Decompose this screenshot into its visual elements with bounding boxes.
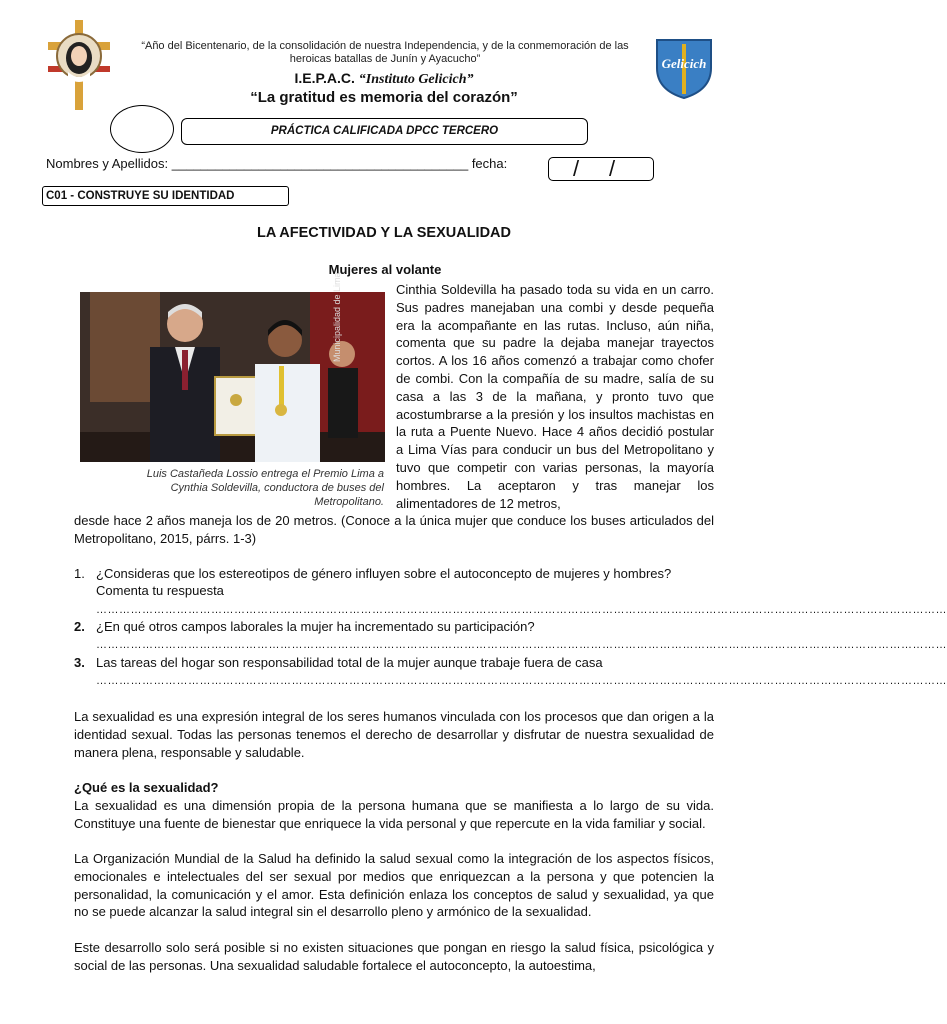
bicentennial-header: “Año del Bicentenario, de la consolidación de nuestra Independencia, y de la conmemoración de las heroicas batallas de Junín y Ayacucho” bbox=[141, 40, 629, 65]
names-row bbox=[46, 156, 507, 171]
question-number: 1. bbox=[74, 566, 85, 581]
grade-oval[interactable] bbox=[110, 105, 174, 153]
competency-box: C01 - CONSTRUYE SU IDENTIDAD bbox=[42, 186, 289, 206]
award-photo bbox=[80, 272, 385, 462]
paragraph-2: La Organización Mundial de la Salud ha definido la salud sexual como la integración de los aspectos físicos, emocionales e intelectuales del ser sexual por medios que enriquezcan a la persona y que potencien la personalidad, la comunicación y el amor. Esta definición enlaza los conceptos de salud y sexualidad, ya que no se puede alcanzar la salud integral sin el desarrollo pleno y armónico de la sexualidad. bbox=[74, 851, 714, 920]
institution-full-name: “Instituto Gelicich” bbox=[358, 72, 474, 87]
question-1 bbox=[74, 565, 947, 616]
gelicich-shield-logo bbox=[655, 38, 713, 100]
institution-short: I.E.P.A.C. bbox=[294, 70, 355, 86]
date-label: fecha: bbox=[471, 156, 508, 171]
article-title: LA AFECTIVIDAD Y LA SEXUALIDAD bbox=[256, 225, 512, 241]
date-separator: / bbox=[573, 156, 580, 181]
question-text: ¿En qué otros campos laborales la mujer ha incrementado su participación? bbox=[96, 619, 535, 634]
article-continuation: desde hace 2 años maneja los de 20 metros. (Conoce a la única mujer que conduce los buses articulados del Metropolitano, 2015, párrs. 1-3) bbox=[74, 513, 714, 546]
photo-credit: Municipalidad de Lima bbox=[332, 272, 342, 362]
question-text: ¿Consideras que los estereotipos de género influyen sobre el autoconcepto de mujeres y hombres? Comenta tu respuesta bbox=[96, 566, 672, 598]
question-2 bbox=[74, 618, 947, 654]
date-field[interactable] bbox=[548, 157, 654, 181]
paragraph-1: La sexualidad es una dimensión propia de la persona humana que se manifiesta a lo largo de su vida. Constituye una fuente de bienestar que enriquece la vida personal y que repercute en la vida familiar y social. bbox=[74, 798, 714, 831]
question-number: 3. bbox=[74, 655, 85, 670]
question-number: 2. bbox=[74, 619, 85, 634]
practice-title-box: PRÁCTICA CALIFICADA DPCC TERCERO bbox=[181, 118, 588, 145]
answer-line[interactable]: …………………………………………………………………………………………………………………………………………………………………………………………………… bbox=[96, 675, 947, 687]
date-separator: / bbox=[609, 156, 616, 181]
names-label: Nombres y Apellidos: bbox=[46, 156, 169, 171]
article-column-text: Cinthia Soldevilla ha pasado toda su vida en un carro. Sus padres manejaban una combi y desde pequeña era la acompañante en las rutas. Incluso, aún niña, comenta que su padre la dejaba manejar trayectos cortos. A los 16 años comenzó a trabajar como chofer de combi. Con la compañía de su madre, salía de su casa a las 3 de la mañana, y pronto tuvo que acostumbrarse a la presión y los insultos machistas en la ruta a Puente Nuevo. Hace 4 años decidió postular a Lima Vías para conducir un bus del Metropolitano y tuvo que competir con varias personas, la mayoría hombres. La aceptaron y tras manejar los alimentadores de 12 metros, bbox=[396, 282, 714, 511]
answer-line[interactable]: …………………………………………………………………………………………………………………………………………………………………………………………………… bbox=[96, 639, 947, 651]
photo-caption: Luis Castañeda Lossio entrega el Premio Lima a Cynthia Soldevilla, conductora de buses del Metropolitano. bbox=[146, 468, 384, 508]
question-text: Las tareas del hogar son responsabilidad total de la mujer aunque trabaje fuera de casa bbox=[96, 655, 603, 670]
names-field[interactable]: _________________________________________ bbox=[171, 156, 469, 171]
article-subtitle: Mujeres al volante bbox=[328, 262, 442, 277]
sexuality-intro: La sexualidad es una expresión integral de los seres humanos vinculada con los procesos que dan origen a la identidad sexual. Todas las personas tenemos el derecho de desarrollar y disfrutar de nuestra sexualidad de manera plena, responsable y saludable. bbox=[74, 709, 714, 760]
shield-label: Gelicich bbox=[661, 56, 707, 71]
question-3 bbox=[74, 654, 947, 690]
institution-name bbox=[0, 70, 768, 88]
answer-line[interactable]: …………………………………………………………………………………………………………………………………………………………………………………………………… bbox=[96, 604, 947, 616]
section-heading: ¿Qué es la sexualidad? bbox=[74, 780, 219, 795]
paragraph-3: Este desarrollo solo será posible si no existen situaciones que pongan en riesgo la salud física, psicológica y social de las personas. Una sexualidad saludable fortalece el autoconcepto, la autoestima, bbox=[74, 940, 714, 973]
school-motto: “La gratitud es memoria del corazón” bbox=[250, 89, 518, 106]
